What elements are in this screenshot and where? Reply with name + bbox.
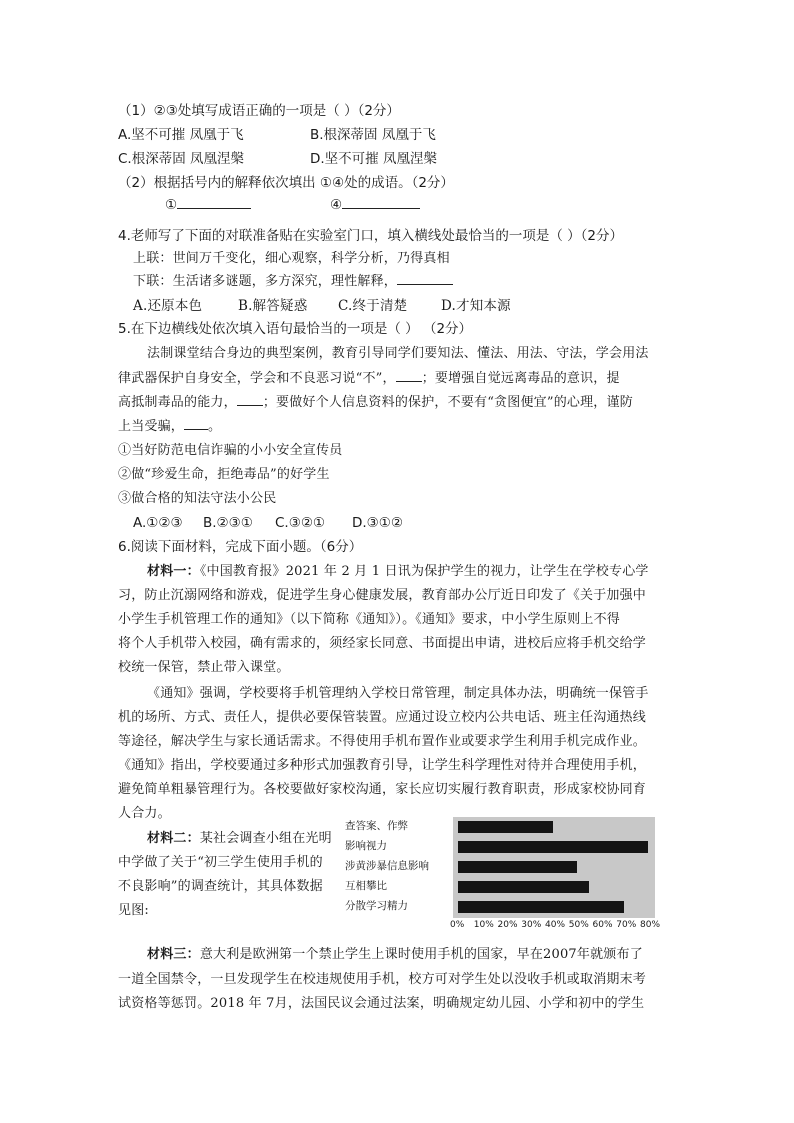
q3-blank-4 [330,196,420,214]
q6-material-3-line-2: 一道全国禁令，一旦发现学生在校违规使用手机，校方可对学生处以没收手机或取消期末考 [118,972,647,987]
blank-4-label: ④ [330,197,343,213]
q5-item-2: ②做“珍爱生命，拒绝毒品”的好学生 [118,467,330,482]
material-text: 意大利是欧洲第一个禁止学生上课时使用手机的国家，早在2007年就颁布了 [199,947,643,962]
q6-material-1b-line-4: 《通知》指出，学校要通过多种形式加强教育引导，让学生科学理性对待并合理使用手机， [118,758,647,773]
chart-bar [458,901,624,913]
q3-sub2-stem: （2）根据括号内的解释依次填出 ①④处的成语。（2分） [118,175,454,191]
q6-material-1b-line-1: 《通知》强调，学校要将手机管理纳入学校日常管理，制定具体办法，明确统一保管手 [147,686,649,701]
q6-material-2-line-2: 中学做了关于“初三学生使用手机的 [118,855,323,870]
passage-text: 高抵制毒品的能力， [118,395,237,410]
chart-tick-label: 20% [497,920,518,930]
chart-tick-label: 50% [568,920,589,930]
answer-line [396,381,422,382]
q6-material-1b-line-2: 机的场所、方式、责任人，提供必要保管装置。应通过设立校内公共电话、班主任沟通热线 [118,710,647,725]
q5-option-b: B.②③① [203,515,253,531]
q6-material-1b-line-3: 等途径，解决学生与家长通话需求。不得使用手机布置作业或要求学生利用手机完成作业。 [118,734,647,749]
q4-option-c: C.终于清楚 [338,298,408,314]
q3-option-d: D.坚不可摧 凤凰涅槃 [310,151,437,167]
chart-tick-label: 80% [640,920,661,930]
passage-text: ；要做好个人信息资料的保护，不要有“贪图便宜”的心理，谨防 [262,395,633,410]
chart-category-label: 影响视力 [345,840,387,852]
material-text: 《中国教育报》2021 年 2 月 1 日讯为保护学生的视力，让学生在学校专心学 [199,564,649,579]
q4-option-a: A.还原本色 [133,298,203,314]
q6-material-1-line-2: 习，防止沉溺网络和游戏，促进学生身心健康发展，教育部办公厅近日印发了《关于加强中 [118,588,647,603]
q6-material-1-line-5: 校统一保管，禁止带入课堂。 [118,660,290,675]
q4-upper-couplet: 上联：世间万千变化，细心观察，科学分析，乃得真相 [133,251,450,266]
material-text: 某社会调查小组在光明 [199,831,332,846]
q6-material-1b-line-6: 人合力。 [118,806,171,821]
q4-stem: 4.老师写了下面的对联准备贴在实验室门口，填入横线处最恰当的一项是（ ）（2分） [118,228,624,244]
q5-option-d: D.③①② [352,515,403,531]
q5-stem: 5.在下边横线处依次填入语句最恰当的一项是（ ） （2分） [118,321,473,337]
answer-line [184,429,208,430]
chart-tick-label: 60% [592,920,613,930]
q6-material-2-line-3: 不良影响”的调查统计，其具体数据 [118,879,323,894]
answer-line [342,208,420,209]
q5-passage-line-2 [118,370,620,388]
passage-text: 律武器保护自身安全，学会和不良恶习说“不”， [118,371,396,386]
chart-bar [458,841,648,853]
passage-text: ；要增强自觉远离毒品的意识，提 [421,371,620,386]
q5-passage-line-4 [118,418,221,436]
material-label: 材料一： [147,564,200,579]
answer-line [237,405,263,406]
q3-option-a: A.坚不可摧 凤凰于飞 [118,127,244,143]
answer-line [177,208,251,209]
chart-category-label: 涉黄涉暴信息影响 [345,860,429,872]
q5-option-c: C.③②① [275,515,326,531]
q6-material-3-line-3: 试资格等惩罚。2018 年 7月，法国民议会通过法案，明确规定幼儿园、小学和初中的学生 [118,996,645,1011]
blank-1-label: ① [165,197,178,213]
q3-option-c: C.根深蒂固 凤凰涅槃 [118,151,245,167]
q6-material-3-line-1 [147,946,643,964]
q6-material-1-line-1 [147,563,649,581]
q6-material-1b-line-5: 避免简单粗暴管理行为。各校要做好家校沟通，家长应切实履行教育职责，形成家校协同育 [118,782,647,797]
chart-tick-label: 40% [545,920,566,930]
q3-option-b: B.根深蒂固 凤凰于飞 [310,127,436,143]
q4-option-b: B.解答疑惑 [238,298,308,314]
q6-material-2-line-1 [147,830,332,848]
q4-option-d: D.才知本源 [441,298,511,314]
q6-material-1-line-3: 小学生手机管理工作的通知》（以下简称《通知》）。《通知》要求，中小学生原则上不得 [118,612,621,627]
chart-category-label: 互相攀比 [345,880,387,892]
chart-bar [458,861,577,873]
q5-item-1: ①当好防范电信诈骗的小小安全宣传员 [118,443,343,458]
chart-tick-label: 10% [473,920,494,930]
chart-bar [458,881,589,893]
q6-material-2-line-4: 见图: [118,903,149,918]
chart-tick-label: 30% [521,920,542,930]
chart-tick-label: 70% [616,920,637,930]
passage-text: 。 [208,419,222,434]
q5-item-3: ③做合格的知法守法小公民 [118,491,277,506]
chart-bar [458,821,553,833]
q5-passage-line-3 [118,394,633,412]
lower-couplet-text: 下联：生活诸多谜题，多方深究，理性解释， [133,274,398,289]
q5-passage-line-1: 法制课堂结合身边的典型案例，教育引导同学们要知法、懂法、用法、守法，学会用法 [147,346,649,361]
material-label: 材料二： [147,831,200,846]
q3-sub1-stem: （1）②③处填写成语正确的一项是（ ）（2分） [118,103,400,119]
q5-option-a: A.①②③ [133,515,183,531]
chart-category-label: 查答案、作弊 [345,820,408,832]
q6-material-1-line-4: 将个人手机带入校园，确有需求的，须经家长同意、书面提出申请，进校后应将手机交给学 [118,636,647,651]
chart-tick-label: 0% [450,920,465,930]
q4-lower-couplet [133,273,453,291]
survey-bar-chart [345,813,665,933]
answer-line [397,284,453,285]
passage-text: 上当受骗， [118,419,185,434]
chart-category-label: 分散学习精力 [345,900,408,912]
q6-stem: 6.阅读下面材料，完成下面小题。（6分） [118,539,363,555]
q3-blank-1 [165,196,251,214]
material-label: 材料三： [147,947,200,962]
